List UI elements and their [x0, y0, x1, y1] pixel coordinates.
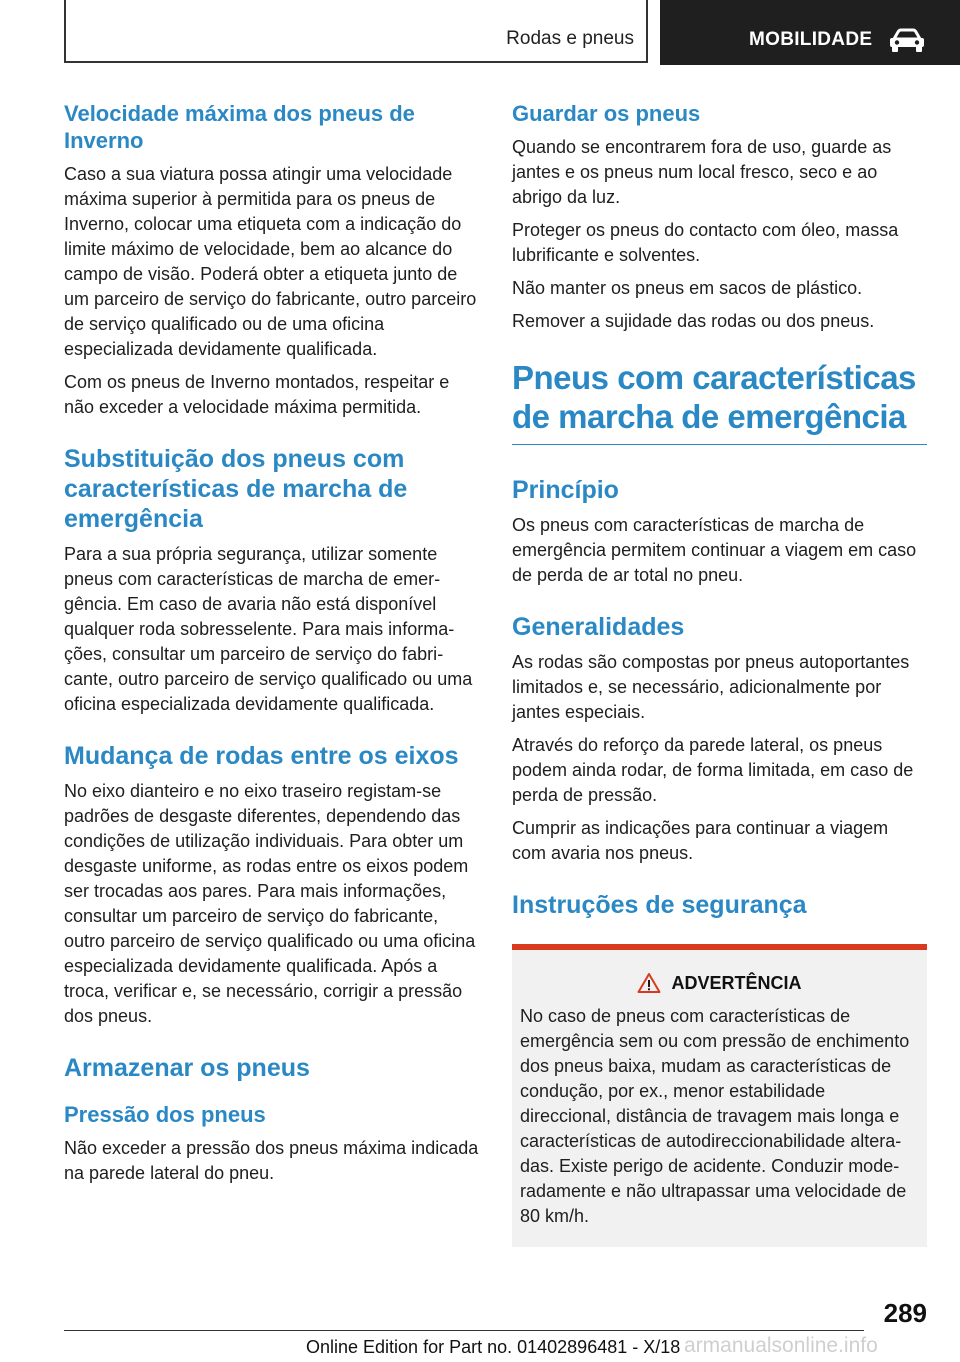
left-column: [64, 100, 479, 1194]
warning-text: No caso de pneus com características de emergência sem ou com pressão de enchimento dos pneus baixa, mudam as características de condução, por ex., menor estabilidade direccional, distância de travagem mais longa e características de autodireccionabilidade alteradas. Existe perigo de acidente. Conduzir moderadamente e não ultrapassar uma velocidade de 80 km/h.: [520, 1006, 910, 1226]
header-section-box: [64, 0, 648, 63]
store-tires-heading: Guardar os pneus: [512, 101, 701, 126]
store-tires-paragraph-4: Remover a sujidade das rodas ou dos pneus.: [512, 311, 875, 331]
footer-divider: [64, 1330, 864, 1331]
page-number: 289: [883, 1298, 927, 1328]
header-chapter-box: [660, 0, 960, 65]
winter-tire-speed-paragraph-2: Com os pneus de Inverno montados, respeitar e não exceder a velocidade máxima permitida.: [64, 372, 450, 417]
general-paragraph-3: Cumprir as indicações para continuar a viagem com avaria nos pneus.: [512, 818, 889, 863]
general-paragraph-1: As rodas são compostas por pneus autoportantes limitados e, se necessário, adicionalmente por jantes especiais.: [512, 652, 910, 722]
header-chapter-title: MOBILIDADE: [749, 29, 873, 50]
store-tires-paragraph-1: Quando se encontrarem fora de uso, guarde as jantes e os pneus num local fresco, seco e ao abrigo da luz.: [512, 137, 892, 207]
tire-pressure-subheading: Pressão dos pneus: [64, 1102, 266, 1127]
store-tires-paragraph-2: Proteger os pneus do contacto com óleo, massa lubrificante e solventes.: [512, 220, 899, 265]
warning-title: ADVERTÊNCIA: [671, 972, 802, 993]
right-column: [512, 100, 927, 1247]
runflat-main-heading-block: [512, 358, 927, 445]
warning-triangle-icon: [637, 972, 661, 994]
runflat-replacement-heading: Substituição dos pneus com características de marcha de emergência: [64, 445, 408, 533]
tire-pressure-paragraph: Não exceder a pressão dos pneus máxima indicada na parede lateral do pneu.: [64, 1138, 479, 1183]
principle-paragraph: Os pneus com características de marcha de emergência permitem continuar a viagem em caso de perda de ar total no pneu.: [512, 515, 917, 585]
wheel-rotation-heading: Mudança de rodas entre os eixos: [64, 742, 459, 770]
tire-storage-heading: Armazenar os pneus: [64, 1054, 310, 1082]
footer-edition-text: Online Edition for Part no. 01402896481 - X/18: [306, 1337, 681, 1357]
runflat-replacement-paragraph: Para a sua própria segurança, utilizar somente pneus com características de marcha de emergência. Em caso de avaria não está disponível qualquer roda sobresselente. Para mais informações, consultar um parceiro de serviço do fabricante, outro parceiro de serviço qualificado ou uma oficina especializada devidamente qualificada.: [64, 544, 473, 714]
warning-box: [512, 944, 927, 1247]
general-heading: Generalidades: [512, 613, 685, 641]
general-paragraph-2: Através do reforço da parede lateral, os pneus podem ainda rodar, de forma limitada, em caso de perda de pressão.: [512, 735, 914, 805]
warning-title-row: [520, 972, 919, 994]
winter-tire-speed-paragraph-1: Caso a sua viatura possa atingir uma velocidade máxima superior à permitida para os pneus de Inverno, colocar uma etiqueta com a indicação do limite máximo de velocidade, bem ao alcance do campo de visão. Poderá obter a etiqueta junto de um parceiro de serviço do fabricante, outro parceiro de serviço qualificado ou de uma oficina especializada devidamente qualificada.: [64, 164, 477, 359]
header-section-title: Rodas e pneus: [506, 28, 634, 49]
store-tires-paragraph-3: Não manter os pneus em sacos de plástico.: [512, 278, 863, 298]
car-icon: [888, 28, 926, 54]
winter-tire-speed-heading: Velocidade máxima dos pneus de Inverno: [64, 101, 415, 153]
safety-instructions-heading: Instruções de segurança: [512, 891, 807, 919]
footer-watermark: armanualsonline.info: [684, 1334, 878, 1357]
runflat-main-heading: Pneus com características de marcha de emergência: [512, 359, 916, 435]
wheel-rotation-paragraph: No eixo dianteiro e no eixo traseiro registam-se padrões de desgaste diferentes, dependendo das condições de utilização individuais. Para obter um desgaste uniforme, as rodas entre os eixos podem ser trocadas aos pares. Para mais informações, consultar um parceiro de serviço do fabricante, outro parceiro de serviço qualificado ou uma oficina especializada devidamente qualificada. Após a troca, verificar e, se necessário, corrigir a pressão dos pneus.: [64, 781, 476, 1026]
principle-heading: Princípio: [512, 476, 619, 504]
